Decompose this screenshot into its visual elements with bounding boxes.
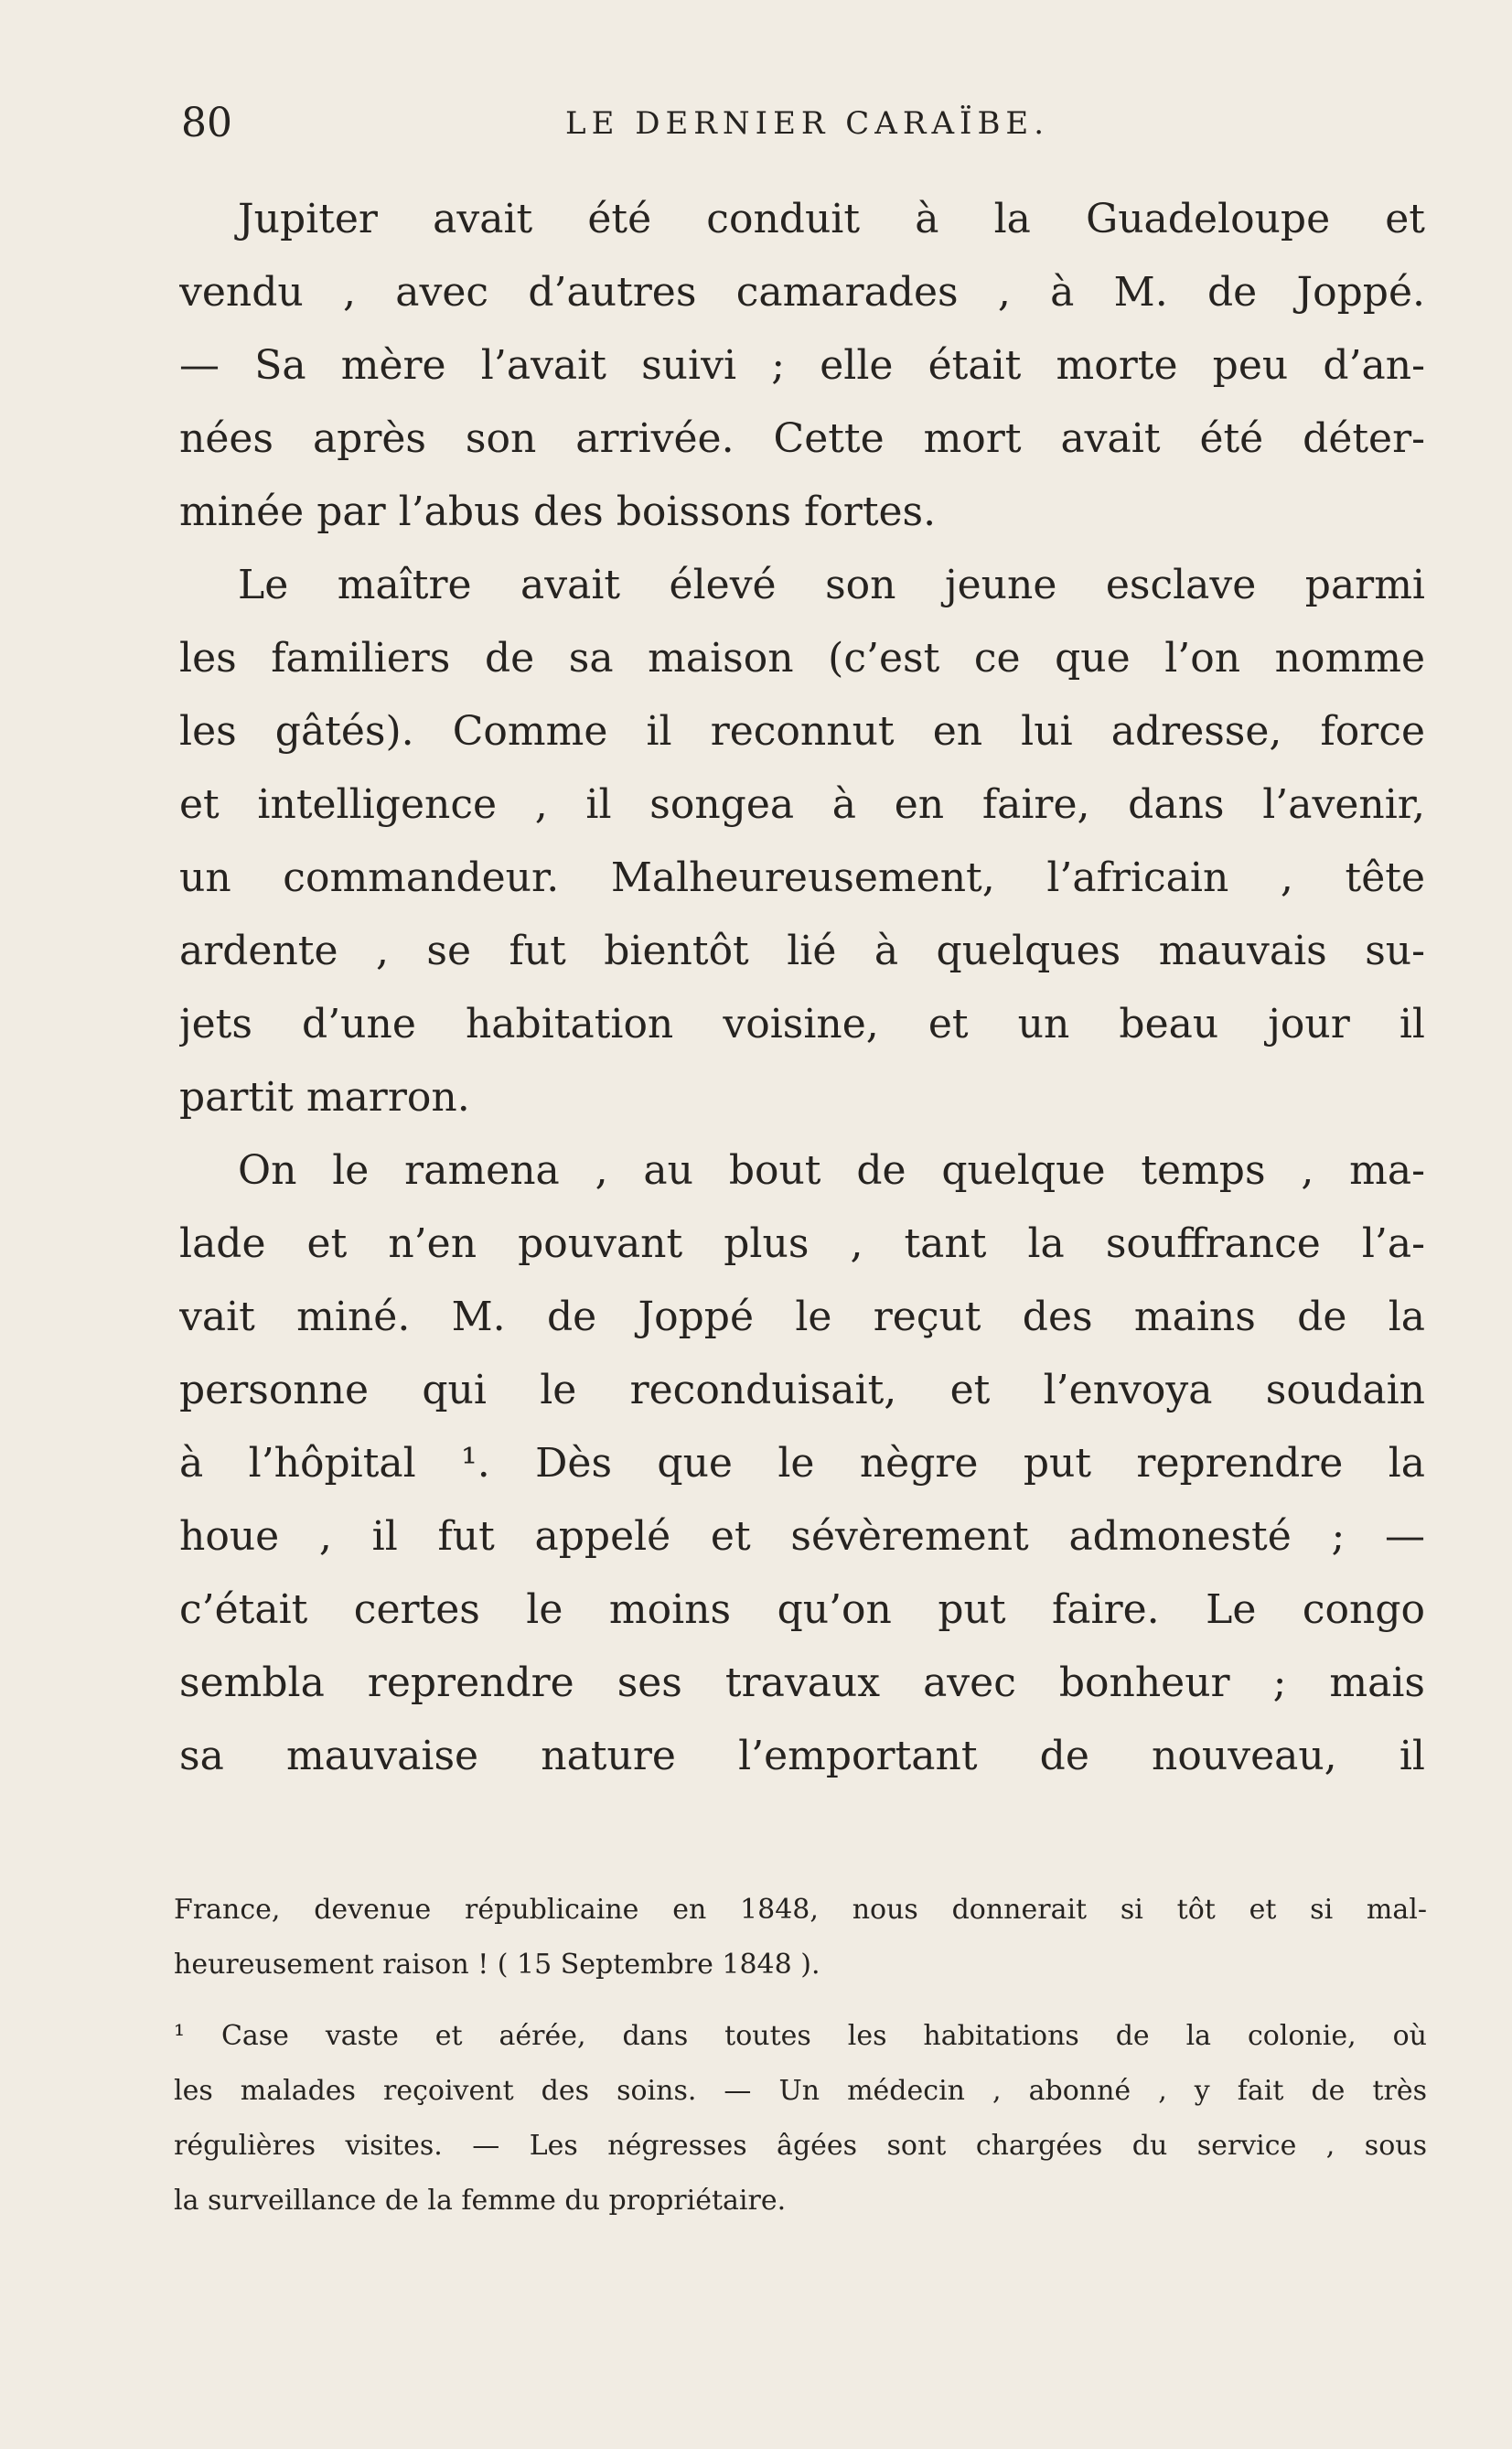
footnote-line: ¹ Case vaste et aérée, dans toutes les habitations de la colonie, où: [174, 2020, 1427, 2052]
text-line: lade et n’en pouvant plus , tant la souffrance l’a-: [179, 1220, 1425, 1267]
text-line: On le ramena , au bout de quelque temps , ma-: [238, 1147, 1425, 1194]
text-line: ardente , se fut bientôt lié à quelques mauvais su-: [179, 928, 1425, 974]
body-text: [179, 183, 1425, 1793]
text-line: Jupiter avait été conduit à la Guadeloupe et: [238, 196, 1425, 242]
text-line: vait miné. M. de Joppé le reçut des mains de la: [179, 1294, 1425, 1340]
text-line: à l’hôpital ¹. Dès que le nègre put reprendre la: [179, 1440, 1425, 1487]
footnote-line: les malades reçoivent des soins. — Un médecin , abonné , y fait de très: [174, 2075, 1427, 2107]
footnote-line: France, devenue républicaine en 1848, nous donnerait si tôt et si mal-: [174, 1894, 1427, 1926]
text-line: vendu , avec d’autres camarades , à M. de Joppé.: [179, 269, 1425, 316]
text-line: c’était certes le moins qu’on put faire. Le congo: [179, 1586, 1425, 1633]
text-line: les familiers de sa maison (c’est ce que l’on nomme: [179, 635, 1425, 682]
running-head: [181, 91, 1425, 156]
text-line: Le maître avait élevé son jeune esclave parmi: [238, 562, 1425, 608]
footnote-line: régulières visites. — Les négresses âgées sont chargées du service , sous: [174, 2130, 1427, 2162]
text-line: jets d’une habitation voisine, et un beau jour il: [179, 1001, 1425, 1047]
text-line: un commandeur. Malheureusement, l’africain , tête: [179, 854, 1425, 901]
text-line: sa mauvaise nature l’emportant de nouveau, il: [179, 1733, 1425, 1779]
text-line: les gâtés). Comme il reconnut en lui adresse, force: [179, 708, 1425, 755]
text-line: sembla reprendre ses travaux avec bonheur ; mais: [179, 1660, 1425, 1706]
text-line: personne qui le reconduisait, et l’envoya soudain: [179, 1367, 1425, 1413]
text-line: minée par l’abus des boissons fortes.: [179, 489, 937, 535]
footnote-line: heureusement raison ! ( 15 Septembre 1848 ).: [174, 1949, 820, 1981]
footnotes: [174, 1883, 1427, 2229]
text-line: partit marron.: [179, 1074, 470, 1121]
text-line: houe , il fut appelé et sévèrement admonesté ; —: [179, 1513, 1425, 1560]
text-line: — Sa mère l’avait suivi ; elle était morte peu d’an-: [179, 342, 1425, 389]
page-number: 80: [181, 100, 232, 146]
text-line: et intelligence , il songea à en faire, dans l’avenir,: [179, 781, 1425, 828]
footnote-gap: [174, 1992, 1427, 2009]
running-title: LE DERNIER CARAÏBE.: [565, 105, 1050, 142]
text-line: nées après son arrivée. Cette mort avait été déter-: [179, 415, 1425, 462]
footnote-line: la surveillance de la femme du propriétaire.: [174, 2185, 787, 2217]
